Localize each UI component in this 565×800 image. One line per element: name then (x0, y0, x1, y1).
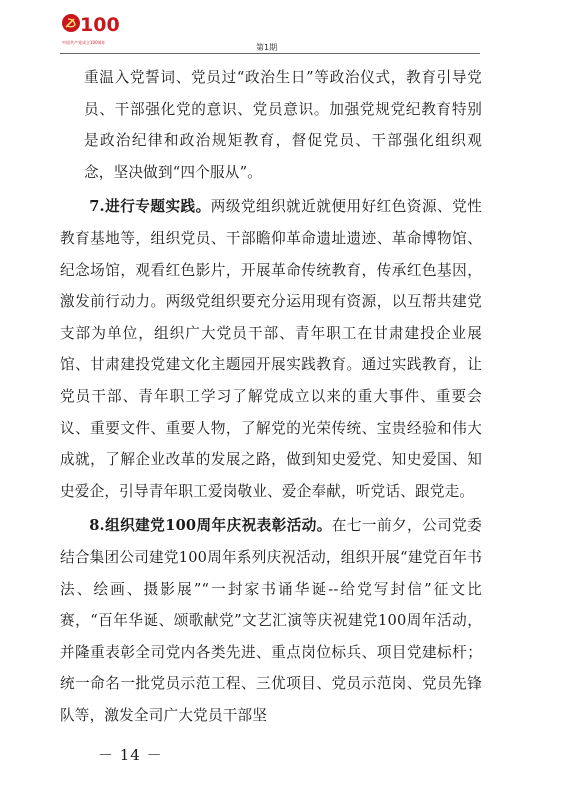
logo-caption: 中国共产党成立100周年 (62, 40, 106, 45)
paragraph-special-practice (60, 191, 482, 507)
paragraph-text: 重温入党誓词、党员过“政治生日”等政治仪式，教育引导党员、干部强化党的意识、党员意识。加强党规党纪教育特别是政治纪律和政治规矩教育，督促党员、干部强化组织观念，坚决做到“四个服从”。 (84, 69, 482, 181)
paragraph-lead: 7.进行专题实践。 (89, 198, 211, 216)
party-100-logo (60, 10, 130, 50)
page-header (60, 10, 480, 56)
page-number: － 14 － (98, 746, 163, 764)
document-body (60, 62, 482, 731)
paragraph-anniversary-celebration (60, 510, 482, 731)
issue-number: 第1期 (256, 43, 278, 52)
logo-numeral: 100 (80, 14, 120, 36)
header-rule (60, 53, 480, 54)
paragraph-lead: 8.组织建党100周年庆祝表彰活动。 (89, 517, 332, 535)
paragraph-text: 两级党组织就近就便用好红色资源、党性教育基地等，组织党员、干部瞻仰革命遗址遗迹、革命博物馆、纪念场馆，观看红色影片，开展革命传统教育，传承红色基因，激发前行动力。两级党组织要充分运用现有资源，以互帮共建党支部为单位，组织广大党员干部、青年职工在甘肃建投企业展馆、甘肃建投党建文化主题园开展实践教育。通过实践教育，让党员干部、青年职工学习了解党成立以来的重大事件、重要会议、重要文件、重要人物，了解党的光荣传统、宝贵经验和伟大成就，了解企业改革的发展之路，做到知史爱党、知史爱国、知史爱企，引导青年职工爱岗敬业、爱企奉献，听党话、跟党走。 (60, 198, 482, 500)
paragraph-continuation (84, 62, 482, 188)
party-emblem-icon (60, 10, 130, 40)
paragraph-text: 在七一前夕，公司党委结合集团公司建党100周年系列庆祝活动，组织开展“建党百年书法、绘画、摄影展”“一封家书诵华诞--给党写封信”征文比赛，“百年华诞、颂歌献党”文艺汇演等庆祝建党100周年活动，并隆重表彰全司党内各类先进、重点岗位标兵、项目党建标杆；统一命名一批党员示范工程、三优项目、党员示范岗、党员先锋队等，激发全司广大党员干部坚 (60, 517, 482, 724)
